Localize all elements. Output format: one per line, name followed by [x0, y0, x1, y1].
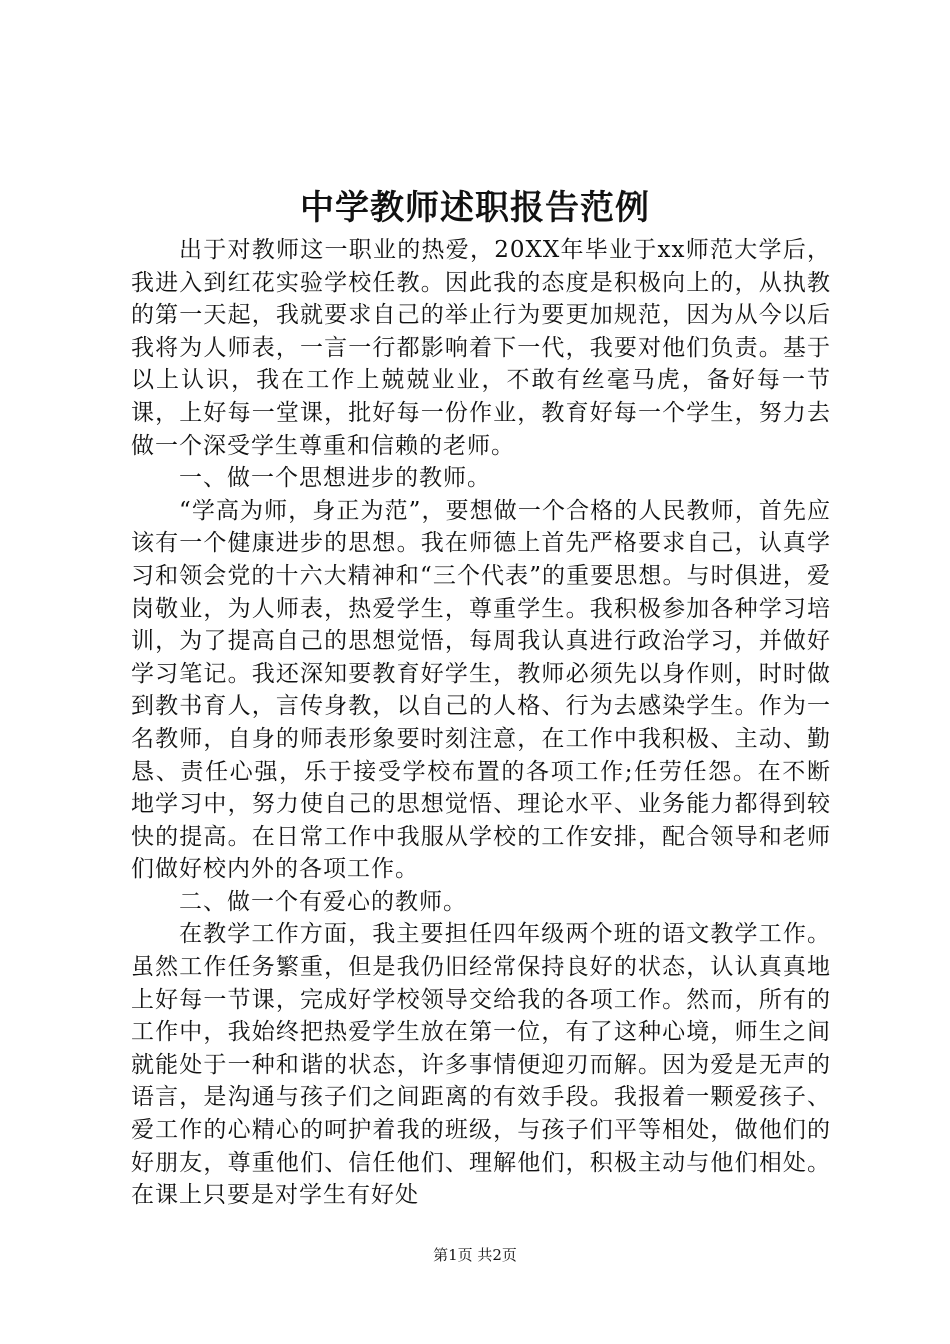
- page-number-footer: 第1页 共2页: [433, 1246, 517, 1264]
- section-heading-1: 一、做一个思想进步的教师。: [179, 465, 491, 492]
- document-title: 中学教师述职报告范例: [300, 188, 650, 228]
- paragraph-section-2: 在教学工作方面，我主要担任四年级两个班的语文教学工作。虽然工作任务繁重，但是我仍旧经常保持良好的状态，认认真真地上好每一节课，完成好学校领导交给我的各项工作。然而，所有的工作中，我始终把热爱学生放在第一位，有了这种心境，师生之间就能处于一种和谐的状态，许多事情便迎刃而解。因为爱是无声的语言，是沟通与孩子们之间距离的有效手段。我报着一颗爱孩子、爱工作的心精心的呵护着我的班级，与孩子们平等相处，做他们的好朋友，尊重他们、信任他们、理解他们，积极主动与他们相处。在课上只要是对学生有好处: [131, 921, 831, 1209]
- section-heading-2: 二、做一个有爱心的教师。: [179, 888, 467, 915]
- document-body: [131, 234, 831, 1212]
- paragraph-section-1: “学高为师，身正为范”，要想做一个合格的人民教师，首先应该有一个健康进步的思想。我在师德上首先严格要求自己，认真学习和领会党的十六大精神和“三个代表”的重要思想。与时俱进，爱岗敬业，为人师表，热爱学生，尊重学生。我积极参加各种学习培训，为了提高自己的思想觉悟，每周我认真进行政治学习，并做好学习笔记。我还深知要教育好学生，教师必须先以身作则，时时做到教书育人，言传身教，以自己的人格、行为去感染学生。作为一名教师，自身的师表形象要时刻注意，在工作中我积极、主动、勤恳、责任心强，乐于接受学校布置的各项工作;任劳任怨。在不断地学习中，努力使自己的思想觉悟、理论水平、业务能力都得到较快的提高。在日常工作中我服从学校的工作安排，配合领导和老师们做好校内外的各项工作。: [131, 497, 831, 883]
- paragraph-intro: 出于对教师这一职业的热爱，20XX年毕业于xx师范大学后，我进入到红花实验学校任教。因此我的态度是积极向上的，从执教的第一天起，我就要求自己的举止行为要更加规范，因为从今以后我将为人师表，一言一行都影响着下一代，我要对他们负责。基于以上认识，我在工作上兢兢业业，不敢有丝毫马虎，备好每一节课，上好每一堂课，批好每一份作业，教育好每一个学生，努力去做一个深受学生尊重和信赖的老师。: [131, 237, 831, 459]
